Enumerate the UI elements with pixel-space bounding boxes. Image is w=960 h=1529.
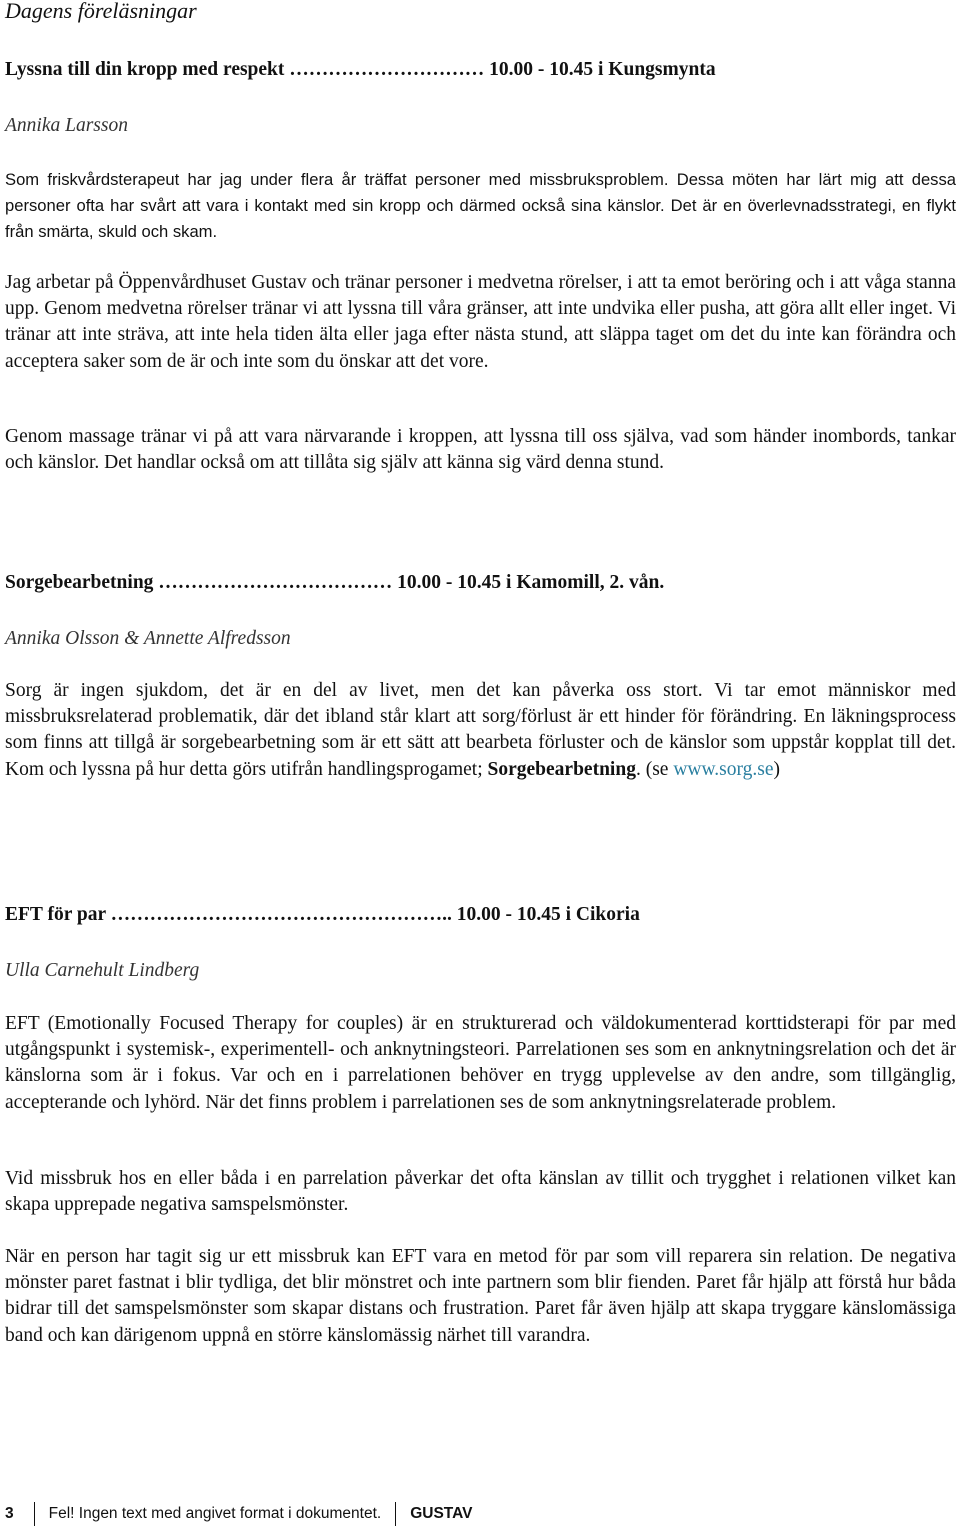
session-paragraph: När en person har tagit sig ur ett missbruk kan EFT vara en metod för par som vill reparera sin relation. De negativa mönster paret fastnat i blir tydliga, det blir mönstret och inte partnern som blir fienden. Paret får hjälp att förstå hur båda bidrar till det samspelsmönster som skapar distans och frustration. Paret får även hjälp att skapa tryggare känslomässiga band och kan därigenom uppnå en större känslomässig närhet till varandra. bbox=[5, 1246, 956, 1346]
page-title: Dagens föreläsningar bbox=[5, 0, 197, 23]
session-paragraph: Genom massage tränar vi på att vara närvarande i kroppen, att lyssna till oss själva, vad som händer inombords, tankar och känslor. Det handlar också om att tillåta sig själv att känna sig värd denna stund. bbox=[5, 426, 956, 474]
website-link[interactable]: www.sorg.se bbox=[673, 758, 774, 780]
footer-divider bbox=[34, 1502, 35, 1526]
session-title-eft: EFT för par …………………………………………….. 10.00 - 10.45 i Cikoria bbox=[5, 904, 640, 925]
paragraph-text: ) bbox=[773, 758, 781, 780]
footer-field-error: Fel! Ingen text med angivet format i dokumentet. bbox=[48, 1505, 382, 1522]
paragraph-text: Sorg är ingen sjukdom, det är en del av livet, men det kan påverka oss stort. Vi tar emot människor med missbruksrelaterad problematik, där det ibland står klart att sorg/förlust är ett hinder för förändring. En läkningsprocess som finns att tillgå är sorgebearbetning som är ett sätt att bearbeta förluster och de känslor som uppstår kopplat till det. Kom och lyssna på hur detta görs utifrån handlingsprogamet; bbox=[5, 680, 956, 780]
paragraph-text: . (se bbox=[635, 758, 674, 780]
session-presenter: Annika Olsson & Annette Alfredsson bbox=[5, 628, 291, 649]
session-paragraph: Jag arbetar på Öppenvårdhuset Gustav och tränar personer i medvetna rörelser, i att ta emot beröring och i att våga stanna upp. Genom medvetna rörelser tränar vi att lyssna till våra gränser, att inte undvika eller pusha, att göra allt eller inget. Vi tränar att inte sträva, att inte hela tiden älta eller jaga efter nästa stund, att släppa taget om det du inte kan förändra och acceptera saker som de är och inte som du önskar att det vore. bbox=[5, 272, 956, 372]
footer-brand: GUSTAV bbox=[410, 1505, 473, 1522]
session-paragraph: EFT (Emotionally Focused Therapy for couples) är en strukturerad och väldokumenterad korttidsterapi för par med utgångspunkt i systemisk-, experimentell- och anknytningsteori. Parrelationen ses som en anknytningsrelation och det är känslorna som är i fokus. Var och en i parrelationen behöver en trygg upplevelse av den andre, som tillgänglig, accepterande och lyhörd. När det finns problem i parrelationen ses de som anknytningsrelaterade problem. bbox=[5, 1013, 956, 1113]
footer-divider bbox=[395, 1502, 396, 1526]
program-name: Sorgebearbetning bbox=[487, 758, 636, 780]
session-presenter: Annika Larsson bbox=[5, 115, 128, 136]
session-presenter: Ulla Carnehult Lindberg bbox=[5, 960, 200, 981]
page-footer bbox=[5, 1502, 472, 1526]
session-paragraph bbox=[5, 678, 956, 783]
session-paragraph: Som friskvårdsterapeut har jag under flera år träffat personer med missbruksproblem. Dessa möten har lärt mig att dessa personer ofta har svårt att vara i kontakt med sin kropp och därmed också sina känslor. Det är en överlevnadsstrategi, en flykt från smärta, skuld och skam. bbox=[5, 170, 956, 242]
session-paragraph: Vid missbruk hos en eller båda i en parrelation påverkar det ofta känslan av tillit och trygghet i relationen vilket kan skapa upprepade negativa samspelsmönster. bbox=[5, 1168, 956, 1216]
session-title-sorg: Sorgebearbetning ……………………………… 10.00 - 10.45 i Kamomill, 2. vån. bbox=[5, 572, 665, 593]
session-title-kropp: Lyssna till din kropp med respekt ………………………… 10.00 - 10.45 i Kungsmynta bbox=[5, 59, 716, 80]
page-number: 3 bbox=[5, 1505, 14, 1522]
